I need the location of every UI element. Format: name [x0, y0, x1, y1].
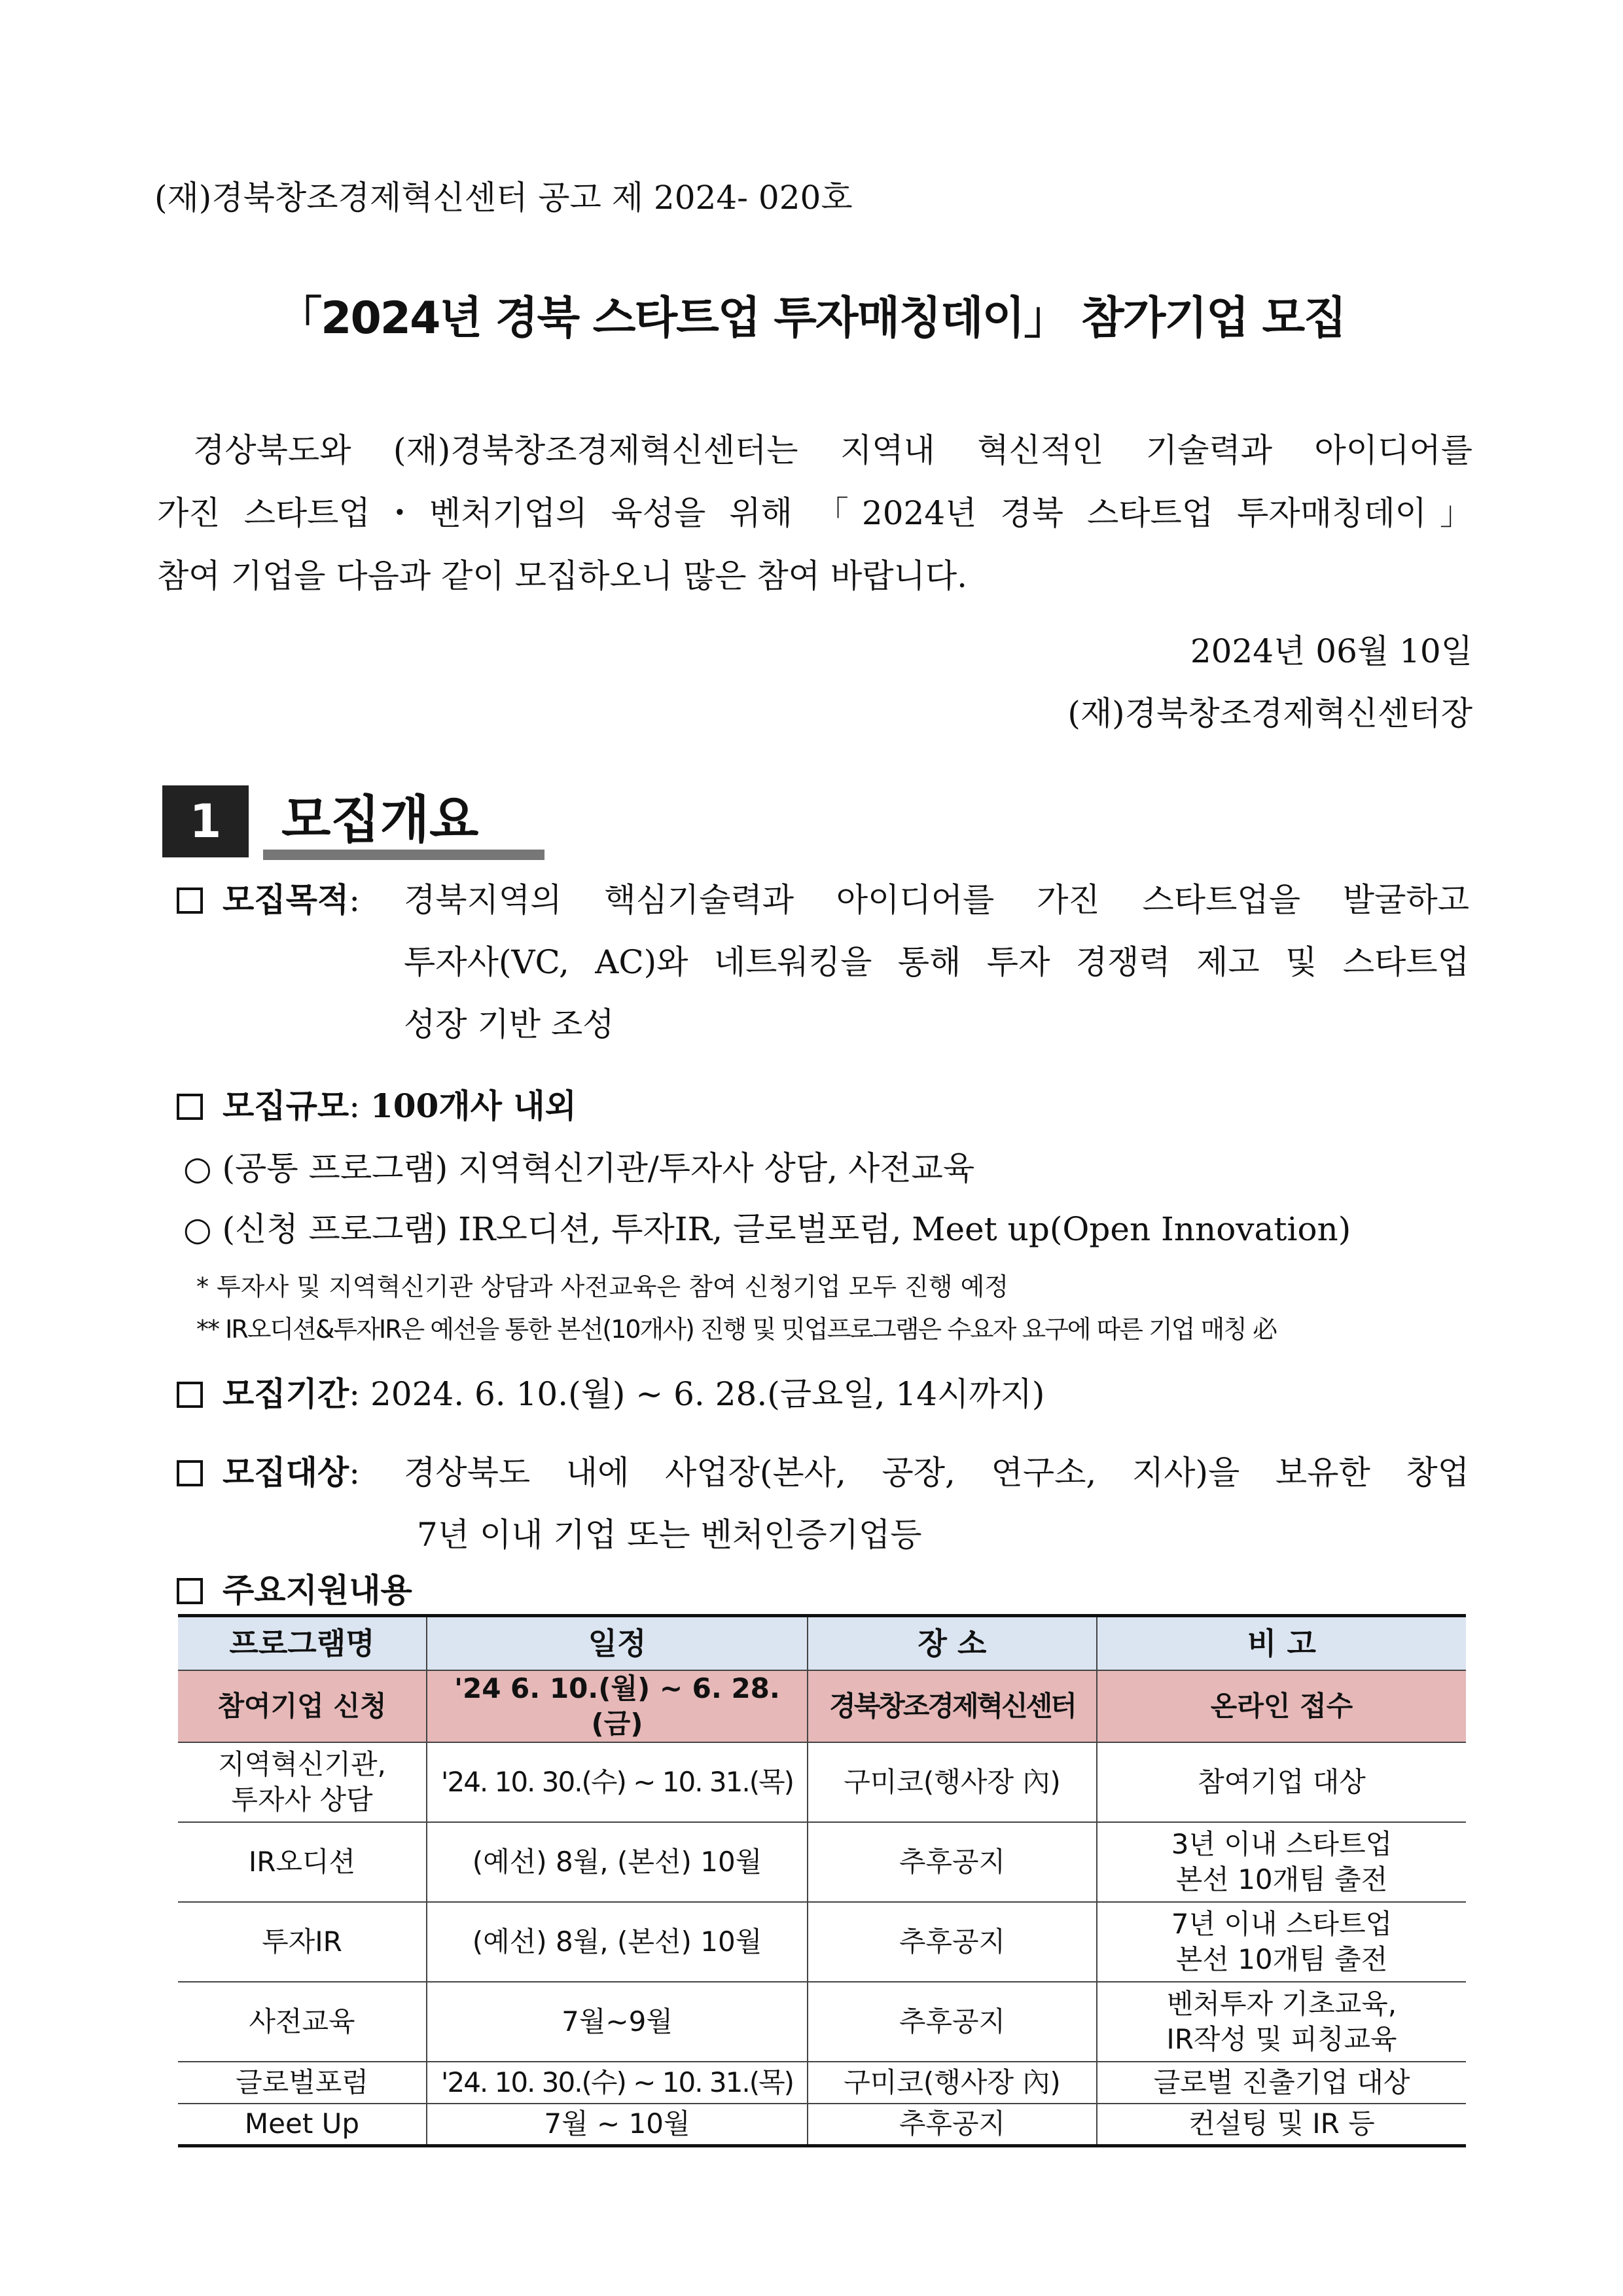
table-cell: 지역혁신기관, 투자사 상담 [178, 1742, 427, 1822]
section-number: 1 [162, 785, 249, 857]
intro-line: 참여 기업을 다음과 같이 모집하오니 많은 참여 바랍니다. [157, 557, 968, 595]
table-row [178, 1742, 1466, 1822]
table-row [178, 2104, 1466, 2145]
table-cell: 추후공지 [808, 2104, 1097, 2145]
period-label: 모집기간 [223, 1374, 349, 1413]
scale-label: 모집규모 [223, 1086, 349, 1125]
purpose-label: 모집목적 [223, 880, 349, 919]
intro-paragraph [157, 419, 1472, 607]
period-value: 2024. 6. 10.(월) ~ 6. 28.(금요일, 14시까지) [370, 1375, 1045, 1413]
table-row [178, 1902, 1466, 1982]
issue-date: 2024년 06월 10일 [1190, 632, 1472, 670]
scale-item: 모집규모: 100개사 내외 [177, 1080, 577, 1127]
table-row [178, 1822, 1466, 1902]
column-header: 비 고 [1097, 1616, 1466, 1671]
page-title: 「2024년 경북 스타트업 투자매칭데이」 참가기업 모집 [277, 293, 1346, 344]
table-cell: 사전교육 [178, 1982, 427, 2062]
apply-program: ○ (신청 프로그램) IR오디션, 투자IR, 글로벌포럼, Meet up(Open Innovation) [183, 1210, 1351, 1248]
target-line: 경상북도 내에 사업장(본사, 공장, 연구소, 지사)을 보유한 창업 [404, 1454, 1469, 1492]
checkbox-icon [177, 1094, 203, 1120]
support-item [177, 1564, 412, 1611]
checkbox-icon [177, 1460, 203, 1486]
table-cell: 참여기업 신청 [178, 1670, 427, 1742]
target-line: 7년 이내 기업 또는 벤처인증기업등 [417, 1516, 922, 1554]
table-cell: IR오디션 [178, 1822, 427, 1902]
section-title: 모집개요 [281, 791, 479, 850]
support-label: 주요지원내용 [223, 1571, 412, 1609]
issuer: (재)경북창조경제혁신센터장 [1067, 694, 1472, 732]
table-cell: 글로벌포럼 [178, 2062, 427, 2104]
support-table [178, 1614, 1466, 2147]
column-header: 장 소 [808, 1616, 1097, 1671]
column-header: 프로그램명 [178, 1616, 427, 1671]
notice-number: (재)경북창조경제혁신센터 공고 제 2024- 020호 [154, 179, 853, 217]
purpose-line: 투자사(VC, AC)와 네트워킹을 통해 투자 경쟁력 제고 및 스타트업 [404, 943, 1469, 981]
checkbox-icon [177, 1382, 203, 1408]
table-cell: 7월 ~ 10월 [427, 2104, 808, 2145]
period-item: 모집기간: 2024. 6. 10.(월) ~ 6. 28.(금요일, 14시까지) [177, 1368, 1044, 1415]
table-header-row [178, 1616, 1466, 1671]
column-header: 일정 [427, 1616, 808, 1671]
checkbox-icon [177, 1578, 203, 1604]
section-underline [263, 850, 544, 860]
purpose-item: 모집목적: [177, 874, 360, 921]
table-cell: 컨설팅 및 IR 등 [1097, 2104, 1466, 2145]
table-cell: 7년 이내 스타트업 본선 10개팀 출전 [1097, 1902, 1466, 1982]
intro-line: 가진 스타트업・벤처기업의 육성을 위해 「2024년 경북 스타트업 투자매칭데이」 [157, 494, 1472, 532]
table-cell: '24 6. 10.(월) ~ 6. 28.(금) [427, 1670, 808, 1742]
table-cell: 투자IR [178, 1902, 427, 1982]
table-row [178, 2062, 1466, 2104]
table-cell: Meet Up [178, 2104, 427, 2145]
table-cell: '24. 10. 30.(수) ~ 10. 31.(목) [427, 1742, 808, 1822]
intro-line: 경상북도와 (재)경북창조경제혁신센터는 지역내 혁신적인 기술력과 아이디어를 [193, 431, 1472, 469]
common-program: ○ (공통 프로그램) 지역혁신기관/투자사 상담, 사전교육 [183, 1149, 975, 1187]
purpose-line: 경북지역의 핵심기술력과 아이디어를 가진 스타트업을 발굴하고 [404, 881, 1469, 919]
table-row [178, 1670, 1466, 1742]
table-cell: 벤처투자 기초교육, IR작성 및 피칭교육 [1097, 1982, 1466, 2062]
table-cell: 구미코(행사장 內) [808, 2062, 1097, 2104]
footnote: * 투자사 및 지역혁신기관 상담과 사전교육은 참여 신청기업 모두 진행 예정 [196, 1272, 1009, 1301]
table-cell: 구미코(행사장 內) [808, 1742, 1097, 1822]
purpose-line: 성장 기반 조성 [404, 1005, 615, 1043]
table-cell: 추후공지 [808, 1902, 1097, 1982]
target-item: 모집대상: [177, 1446, 360, 1494]
target-label: 모집대상 [223, 1453, 349, 1492]
table-cell: 참여기업 대상 [1097, 1742, 1466, 1822]
table-cell: (예선) 8월, (본선) 10월 [427, 1822, 808, 1902]
table-cell: 경북창조경제혁신센터 [808, 1670, 1097, 1742]
footnote: ** IR오디션&투자IR은 예선을 통한 본선(10개사) 진행 및 밋업프로그램은 수요자 요구에 따른 기업 매칭 必 [196, 1315, 1277, 1344]
table-cell: 추후공지 [808, 1822, 1097, 1902]
table-cell: (예선) 8월, (본선) 10월 [427, 1902, 808, 1982]
table-cell: 글로벌 진출기업 대상 [1097, 2062, 1466, 2104]
table-cell: 추후공지 [808, 1982, 1097, 2062]
scale-value: 100개사 내외 [370, 1086, 577, 1125]
table-cell: '24. 10. 30.(수) ~ 10. 31.(목) [427, 2062, 808, 2104]
table-row [178, 1982, 1466, 2062]
table-cell: 7월~9월 [427, 1982, 808, 2062]
table-cell: 3년 이내 스타트업 본선 10개팀 출전 [1097, 1822, 1466, 1902]
table-cell: 온라인 접수 [1097, 1670, 1466, 1742]
checkbox-icon [177, 888, 203, 914]
